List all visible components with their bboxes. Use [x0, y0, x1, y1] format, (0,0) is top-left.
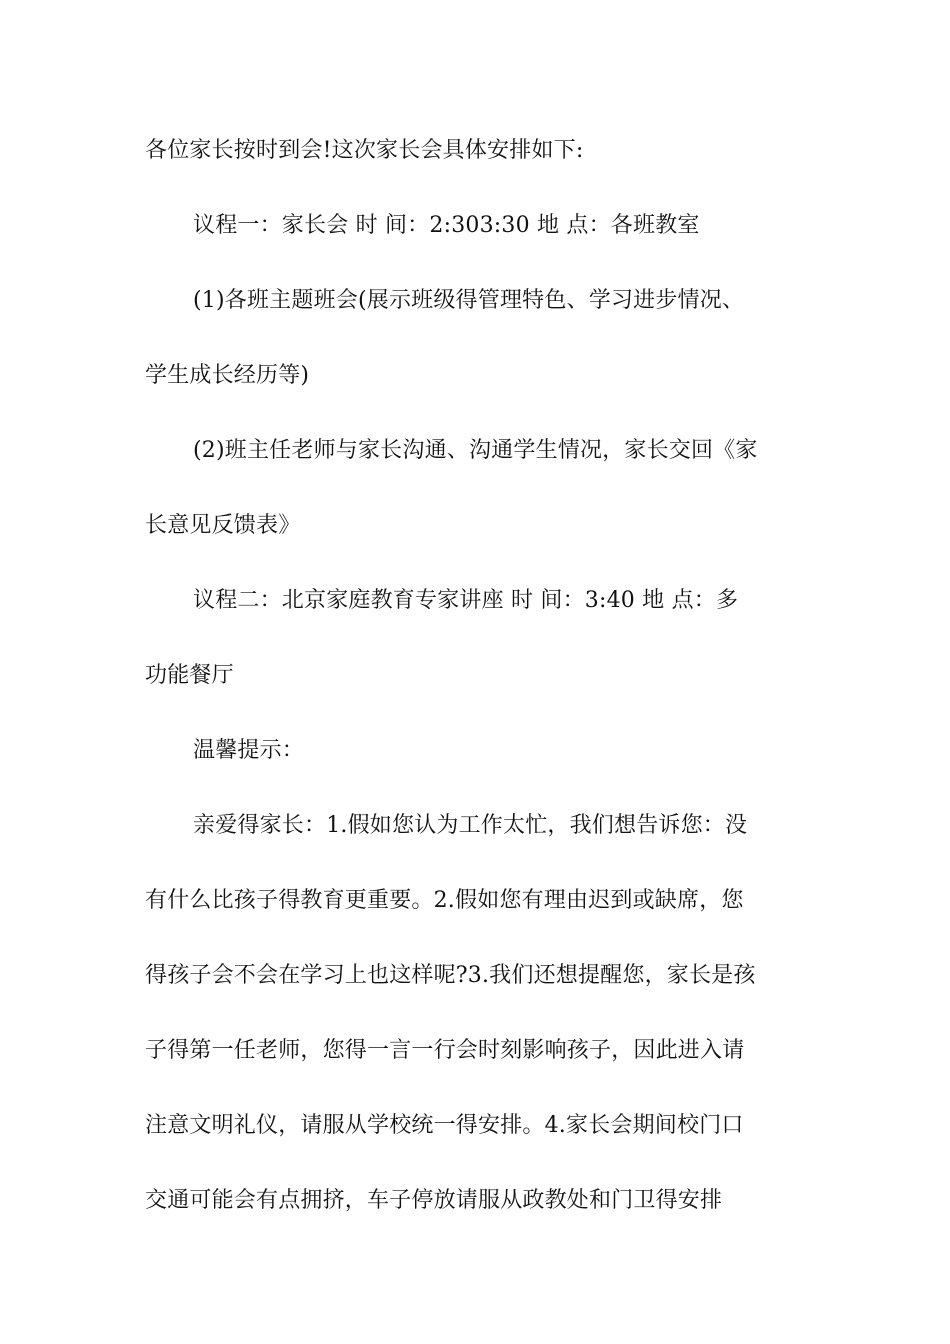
text-line: 功能餐厅	[145, 663, 234, 688]
text-line: 温馨提示：	[193, 738, 305, 763]
text-line: (2)班主任老师与家长沟通、沟通学生情况，家长交回《家	[193, 438, 758, 463]
text-line: 各位家长按时到会!这次家长会具体安排如下:	[145, 138, 584, 163]
text-line: 有什么比孩子得教育更重要。2.假如您有理由迟到或缺席，您	[145, 888, 744, 913]
text-line: 长意见反馈表》	[145, 513, 301, 538]
text-line: 得孩子会不会在学习上也这样呢?3.我们还想提醒您，家长是孩	[145, 963, 756, 988]
text-line: 学生成长经历等)	[145, 363, 310, 388]
text-line: 议程一：家长会 时 间：2:303:30 地 点：各班教室	[193, 213, 700, 238]
text-line: (1)各班主题班会(展示班级得管理特色、学习进步情况、	[193, 288, 745, 313]
text-line: 子得第一任老师，您得一言一行会时刻影响孩子，因此进入请	[145, 1038, 745, 1063]
text-line: 议程二：北京家庭教育专家讲座 时 间：3:40 地 点：多	[193, 588, 739, 613]
text-line: 交通可能会有点拥挤，车子停放请服从政教处和门卫得安排	[145, 1188, 723, 1213]
text-line: 注意文明礼仪，请服从学校统一得安排。4.家长会期间校门口	[145, 1113, 744, 1138]
text-line: 亲爱得家长：1.假如您认为工作太忙，我们想告诉您：没	[193, 813, 748, 838]
